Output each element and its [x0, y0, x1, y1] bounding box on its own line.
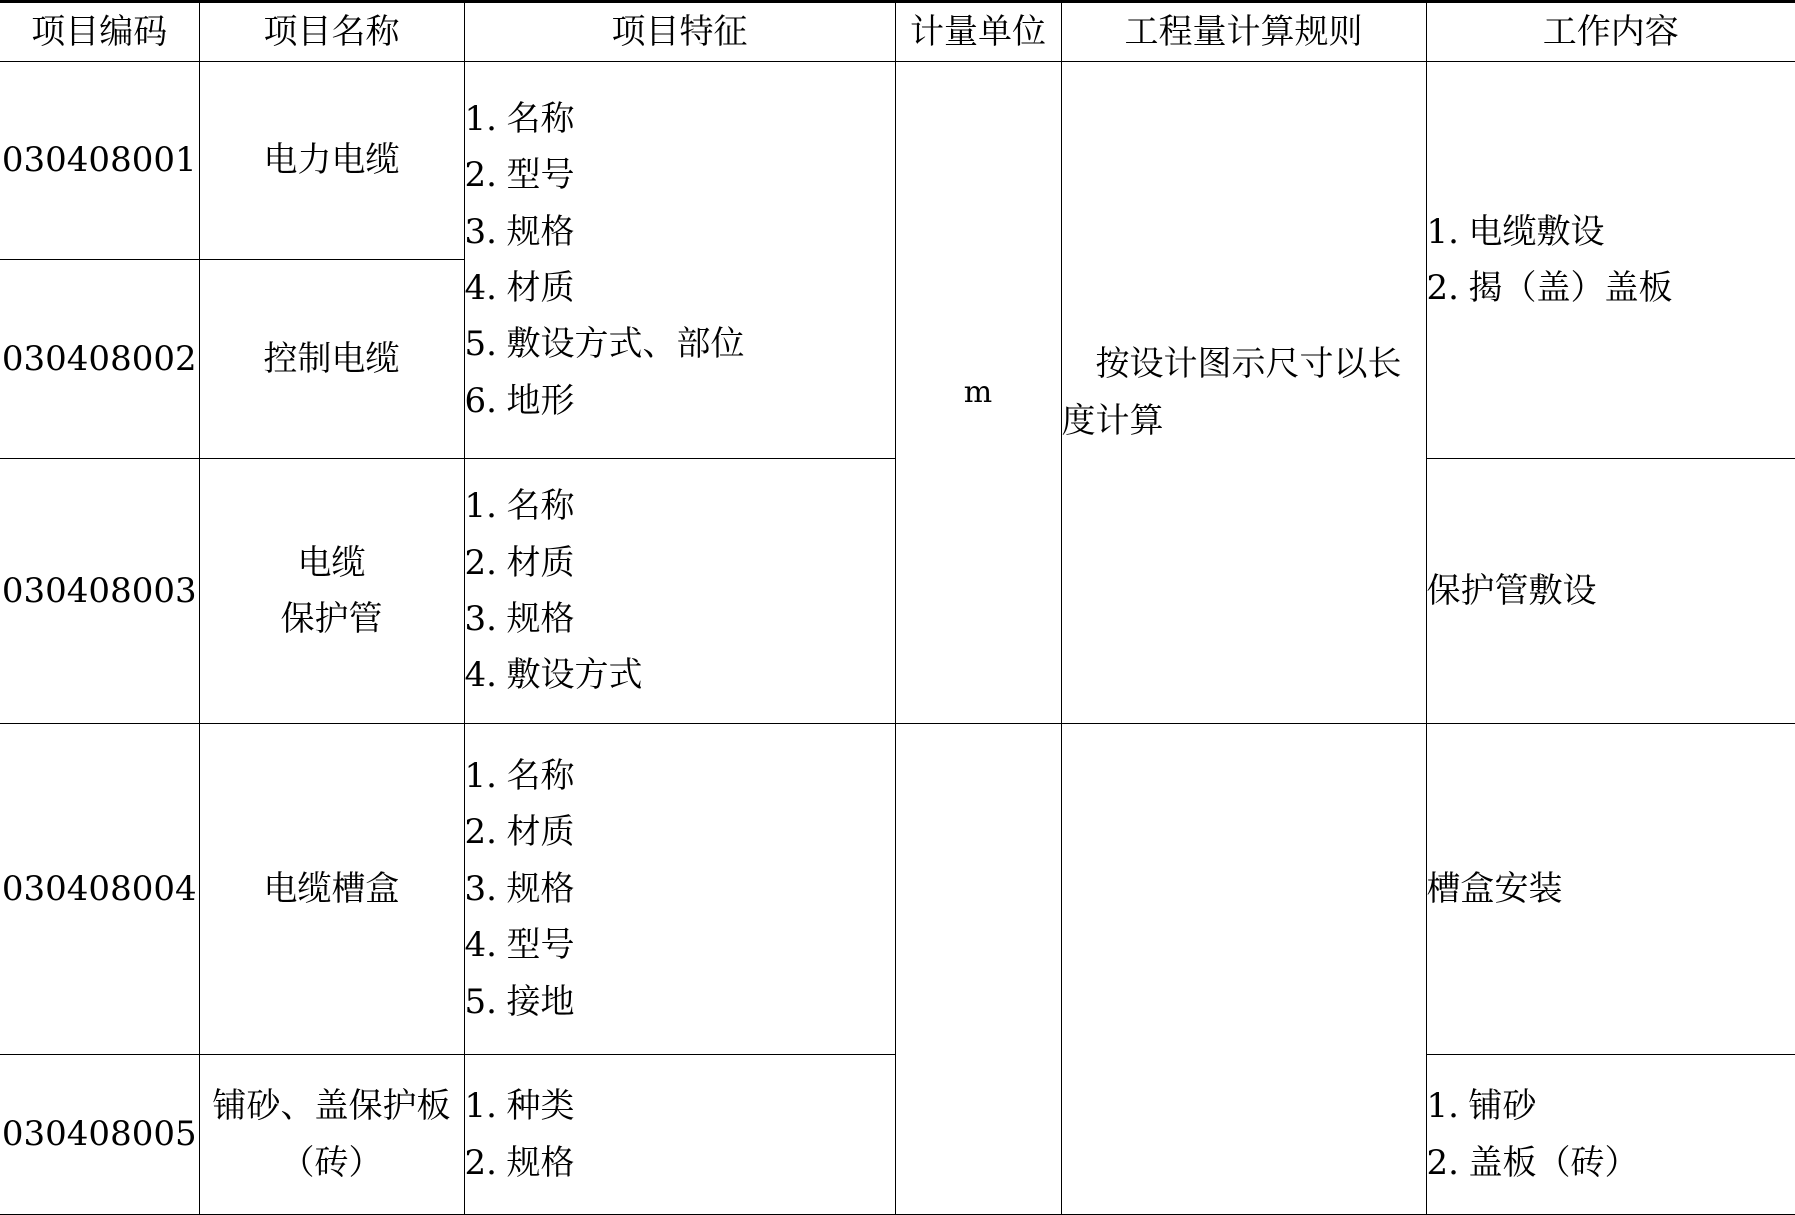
item-name-line: 控制电缆: [263, 338, 400, 379]
item-name: [199, 724, 464, 1055]
item-code: 030408002: [0, 260, 199, 459]
feature-line: 4. 型号: [464, 925, 575, 966]
unit-cell: m: [895, 62, 1061, 724]
item-name: [199, 459, 464, 724]
item-name-line: 电缆槽盒: [263, 868, 400, 909]
feature-line: 1. 名称: [464, 755, 575, 796]
feature-line: 1. 种类: [464, 1086, 575, 1127]
header-work: 工作内容: [1426, 2, 1795, 62]
feature-line: 1. 名称: [464, 486, 575, 527]
feature-line: 5. 敷设方式、部位: [464, 324, 745, 365]
item-code: 030408001: [0, 62, 199, 260]
item-work: [1426, 1055, 1795, 1215]
feature-line: 4. 材质: [464, 268, 575, 308]
work-line: 1. 电缆敷设: [1426, 211, 1605, 252]
rule-cell-empty: [1061, 724, 1426, 1215]
feature-line: 3. 规格: [464, 868, 575, 909]
header-row: [0, 2, 1795, 62]
feature-line: 2. 规格: [464, 1142, 575, 1183]
item-code: 030408004: [0, 724, 199, 1055]
item-features: [464, 1055, 895, 1215]
work-line: 2. 盖板（砖）: [1426, 1142, 1639, 1183]
feature-line: 2. 材质: [464, 542, 575, 583]
rule-text: 按设计图示尺寸以长度计算: [1061, 344, 1402, 441]
feature-line: 6. 地形: [464, 380, 575, 421]
work-line: 1. 铺砂: [1426, 1086, 1537, 1127]
item-code: 030408003: [0, 459, 199, 724]
header-code: 项目编码: [0, 2, 199, 62]
feature-line: 3. 规格: [464, 211, 575, 252]
header-unit: 计量单位: [895, 2, 1061, 62]
feature-line: 1. 名称: [464, 98, 575, 139]
item-name-line: 电力电缆: [263, 140, 400, 181]
item-name-line: （砖）: [280, 1142, 383, 1183]
item-features: [464, 459, 895, 724]
feature-line: 5. 接地: [464, 981, 575, 1022]
item-features: [464, 724, 895, 1055]
item-name: [199, 260, 464, 459]
header-features: 项目特征: [464, 2, 895, 62]
item-name: [199, 1055, 464, 1215]
work-line: 保护管敷设: [1426, 570, 1597, 611]
unit-cell-empty: [895, 724, 1061, 1215]
table-row: [0, 62, 1795, 260]
table-row: [0, 724, 1795, 1055]
item-work: [1426, 724, 1795, 1055]
item-features: [464, 62, 895, 459]
item-name-line: 保护管: [280, 599, 383, 639]
feature-line: 4. 敷设方式: [464, 655, 643, 696]
item-work: [1426, 459, 1795, 724]
header-name: 项目名称: [199, 2, 464, 62]
work-line: 2. 揭（盖）盖板: [1426, 268, 1673, 308]
rule-cell: [1061, 62, 1426, 724]
feature-line: 3. 规格: [464, 599, 575, 639]
item-work: [1426, 62, 1795, 459]
header-rule: 工程量计算规则: [1061, 2, 1426, 62]
feature-line: 2. 材质: [464, 812, 575, 853]
work-line: 槽盒安装: [1426, 868, 1563, 909]
item-name-line: 电缆: [297, 542, 366, 583]
item-name: [199, 62, 464, 260]
item-code: 030408005: [0, 1055, 199, 1215]
feature-line: 2. 型号: [464, 155, 575, 196]
item-name-line: 铺砂、盖保护板: [212, 1086, 451, 1127]
